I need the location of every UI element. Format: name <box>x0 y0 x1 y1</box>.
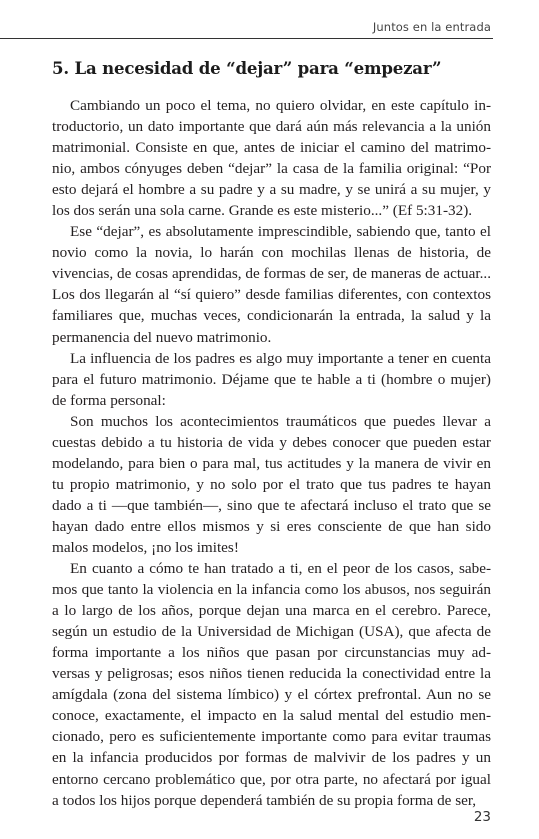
header-rule <box>0 38 493 39</box>
paragraph: En cuanto a cómo te han tratado a ti, en el peor de los casos, sabemos que tanto la violencia en la infancia como los abusos, nos seguirán a lo largo de los años, porque dejan una marca en el cerebro. Parece, según un estudio de la Universidad de Michigan (USA), que afecta de forma importante a los niños que pasan por circunstancias muy adversas y peligrosas; esos niños tienen reducida la conectividad entre la amígdala (zona del sistema límbico) y el córtex prefrontal. Aun no se conoce, exactamente, el impacto en la salud mental del estudio mencionado, pero es suficientemente importante como para evitar traumas en la infancia producidos por formas de malvivir de los padres y un entorno cercano problemático que, por otra parte, no afectará por igual a todos los hijos porque dependerá también de su propia forma de ser, <box>52 560 491 809</box>
paragraph: Cambiando un poco el tema, no quiero olvidar, en este capítulo introductorio, un dato importante que dará aún más relevancia a la unión matrimonial. Consiste en que, antes de iniciar el camino del matrimonio, ambos cónyuges deben “dejar” la casa de la familia original: “Por esto dejará el hombre a su padre y a su madre, y se unirá a su mujer, y los dos serán una sola carne. Grande es este misterio...” (Ef 5:31-32). <box>52 97 491 220</box>
paragraph: La influencia de los padres es algo muy importante a tener en cuenta para el futuro matrimonio. Déjame que te hable a ti (hombre o mujer) de forma personal: <box>52 349 491 409</box>
page-number: 23 <box>473 809 491 825</box>
paragraph: Ese “dejar”, es absolutamente imprescindible, sabiendo que, tanto el novio como la novia, lo harán con mochilas llenas de historia, de vivencias, de cosas aprendidas, de formas de ser, de maneras de actuar... Los dos llegarán al “sí quiero” desde familias diferentes, con contextos familiares que, muchas veces, condicionarán la entrada, la salud y la permanencia del nuevo matrimonio. <box>52 223 491 346</box>
paragraph: Son muchos los acontecimientos traumáticos que puedes llevar a cuestas debido a tu historia de vida y debes conocer que pueden estar modelando, para bien o para mal, tus actitudes y la manera de vivir en tu propio matrimonio, y no solo por el trato que tus padres te hayan dado a ti —que también—, sino que te afectará incluso el trato que se hayan dado entre ellos mismos y si eres consciente de que han sido malos modelos, ¡no los imites! <box>52 412 491 556</box>
running-header: Juntos en la entrada <box>372 20 491 34</box>
body-text <box>52 95 491 811</box>
section-title: 5. La necesidad de “dejar” para “empezar” <box>52 58 442 78</box>
